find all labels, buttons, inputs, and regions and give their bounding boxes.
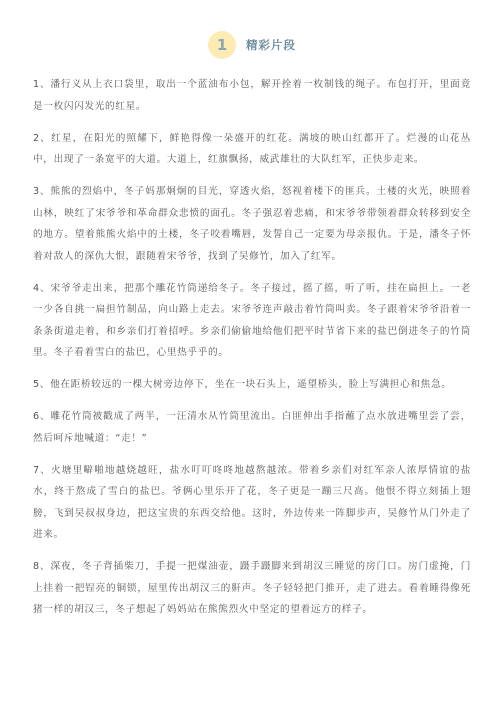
excerpt-paragraph-3: 3、熊熊的烈焰中，冬子妈那炯炯的目光，穿透火焰，怒视着楼下的匪兵。土楼的火光，映照着山林，映红了宋爷爷和革命群众悲愤的面孔。冬子强忍着悲痛，和宋爷爷带领着群众转移到安全的地方。望着熊熊火焰中的土楼，冬子咬着嘴唇，发誓自己一定要为母亲报仇。于是，潘冬子怀着对敌人的深仇大恨，跟随着宋爷爷，找到了吴修竹，加入了红军。 bbox=[33, 186, 471, 262]
excerpt-paragraph-2: 2、红星，在阳光的照耀下，鲜艳得像一朵盛开的红花。满坡的映山红都开了。烂漫的山花丛中，出现了一条宽平的大道。大道上，红旗飘扬，威武雄壮的大队红军，正快步走来。 bbox=[33, 132, 471, 165]
excerpt-paragraph-6: 6、雕花竹筒被戳成了两半，一汪清水从竹筒里流出。白匪伸出手指蘸了点水放进嘴里尝了尝，然后呵斥地喊道：“走！” bbox=[33, 411, 471, 444]
excerpt-paragraph-5: 5、他在距桥较远的一棵大树旁边停下，坐在一块石头上，遥望桥头，脸上写满担心和焦急。 bbox=[33, 379, 452, 390]
section-header bbox=[33, 28, 471, 62]
section-title: 精彩片段 bbox=[246, 38, 296, 52]
excerpt-list bbox=[33, 74, 471, 621]
excerpt-paragraph-1: 1、潘行义从上衣口袋里，取出一个蓝油布小包，解开拴着一枚制钱的绳子。布包打开，里面竟是一枚闪闪发光的红星。 bbox=[33, 79, 471, 112]
excerpt-paragraph-4: 4、宋爷爷走出来，把那个雕花竹筒递给冬子。冬子接过，摇了摇，听了听，挂在扁担上。一老一少各自挑一扁担竹制品，向山路上走去。宋爷爷连声敲击着竹筒叫卖。冬子跟着宋爷爷沿着一条条街道走着，和乡亲们打着招呼。乡亲们偷偷地给他们把平时节省下来的盐巴倒进冬子的竹筒里。冬子看着雪白的盐巴，心里热乎乎的。 bbox=[33, 282, 471, 358]
excerpt-paragraph-8: 8、深夜，冬子背插柴刀，手提一把煤油壶，蹑手蹑脚来到胡汉三睡觉的房门口。房门虚掩，门上挂着一把锃亮的铜锁，屋里传出胡汉三的鼾声。冬子轻轻把门推开，走了进去。看着睡得像死猪一样的胡汉三，冬子想起了妈妈站在熊熊烈火中坚定的望着远方的样子。 bbox=[33, 561, 471, 615]
excerpt-paragraph-7: 7、火塘里噼啪地越烧越旺，盐水叮叮咚咚地越熬越浓。带着乡亲们对红军亲人浓厚情谊的盐水，终于熬成了雪白的盐巴。爷俩心里乐开了花，冬子更是一蹦三尺高。他恨不得立刻插上翅膀，飞到吴叔叔身边，把这宝贵的东西交给他。这时，外边传来一阵脚步声，吴修竹从门外走了进来。 bbox=[33, 464, 471, 540]
section-number: 1 bbox=[216, 36, 228, 54]
section-number-badge bbox=[208, 31, 236, 59]
